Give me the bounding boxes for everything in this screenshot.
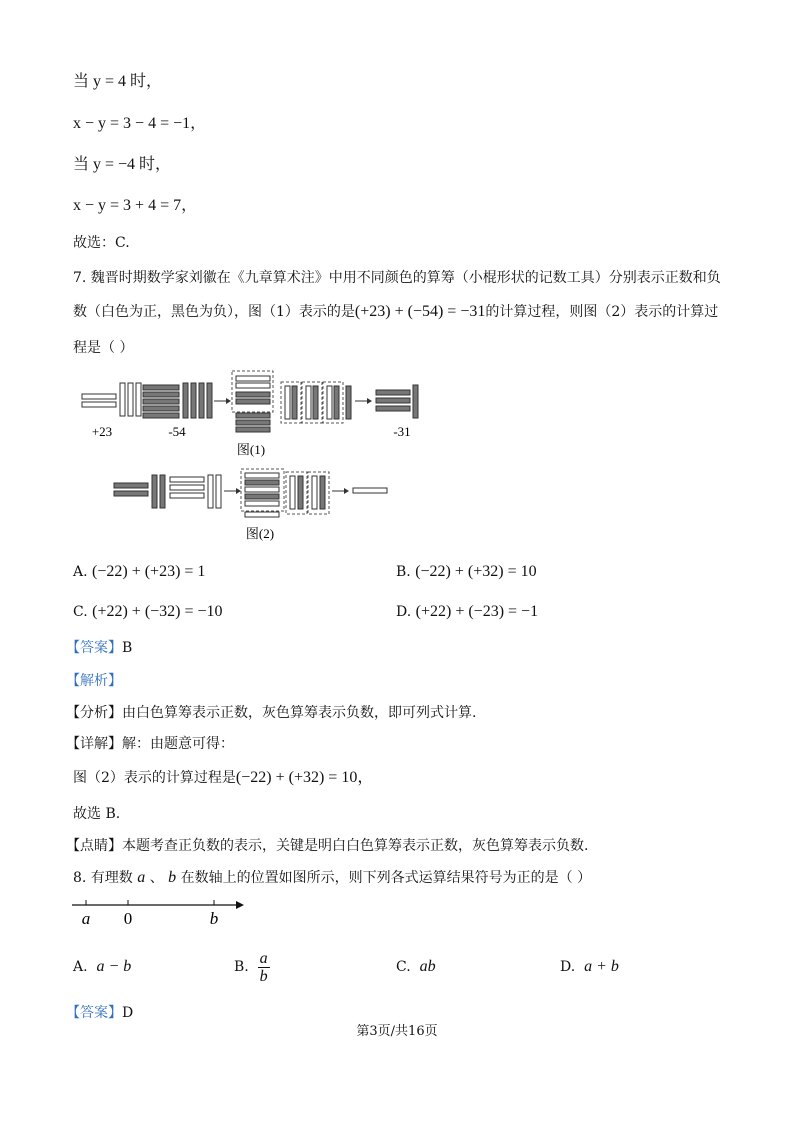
q7-option-c[interactable]: C. (+22) + (−32) = −10 — [73, 603, 223, 620]
q8-answer: 【答案】D — [66, 1005, 134, 1021]
axis-label-zero: 0 — [123, 909, 133, 928]
q7-figure1-expression: (+23) + (−54) = −31 — [354, 303, 486, 320]
q7-figure1-counting-rods — [80, 368, 420, 464]
solution-case1-expression: x − y = 3 − 4 = −1， — [73, 115, 207, 132]
axis-label-b: b — [209, 909, 219, 928]
solution-case2-condition: 当 y = −4 时， — [73, 156, 172, 173]
answer-tag: 【答案】 — [66, 640, 122, 656]
q7-option-a[interactable]: A. (−22) + (+23) = 1 — [73, 563, 206, 580]
figure1-label-minus54: -54 — [168, 424, 186, 439]
axis-label-a: a — [81, 909, 91, 928]
page-footer: 第3页/共16页 — [356, 1024, 438, 1039]
q7-detail-conclusion: 故选 B. — [73, 806, 121, 822]
solution-conclusion: 故选：C. — [73, 235, 130, 251]
figure1-label-plus23: +23 — [91, 424, 113, 439]
q8-option-c[interactable]: C. ab — [396, 958, 436, 975]
solution-case2-expression: x − y = 3 + 4 = 7， — [73, 197, 198, 214]
q7-detail: 【详解】解：由题意可得： — [66, 736, 234, 752]
q8-stem: 8. 有理数 a 、 b 在数轴上的位置如图所示，则下列各式运算结果符号为正的是（ ） — [73, 869, 592, 886]
q8-option-d[interactable]: D. a + b — [560, 958, 619, 975]
q7-stem-line3: 程是（ ） — [73, 340, 134, 356]
q7-option-b[interactable]: B. (−22) + (+32) = 10 — [396, 563, 537, 580]
q7-comment: 【点睛】本题考查正负数的表示，关键是明白白色算筹表示正数，灰色算筹表示负数. — [66, 838, 589, 854]
q7-answer: 【答案】B — [66, 640, 133, 656]
figure2-caption: 图(2) — [245, 526, 275, 541]
q7-option-d[interactable]: D. (+22) + (−23) = −1 — [396, 603, 539, 620]
q8-option-a[interactable]: A. a − b — [73, 958, 132, 975]
figure1-caption: 图(1) — [236, 442, 266, 457]
q8-number-line — [68, 894, 248, 930]
solution-case1-condition: 当 y = 4 时， — [73, 73, 163, 90]
q8-option-b[interactable]: B. $\frac{a}{b}$ — [234, 949, 268, 985]
q7-analysis-tag: 【解析】 — [66, 673, 122, 689]
figure1-label-minus31: -31 — [393, 424, 411, 439]
q7-stem-line1: 7. 魏晋时期数学家刘徽在《九章算术注》中用不同颜色的算筹（小棍形状的记数工具）分别表示正数和负 — [73, 270, 721, 286]
answer-tag: 【答案】 — [66, 1005, 122, 1021]
q7-figure2-counting-rods — [110, 466, 395, 546]
q7-detail-expression: 图（2）表示的计算过程是(−22) + (+32) = 10， — [73, 769, 374, 786]
q7-analysis-head: 【分析】由白色算筹表示正数，灰色算筹表示负数，即可列式计算. — [66, 705, 477, 721]
fraction-a-over-b: $\frac{a}{b}$ — [259, 949, 268, 985]
q7-stem-line2: 数（白色为正，黑色为负），图（1）表示的是(+23) + (−54) = −31的计算过程，则图（2）表示的计算过 — [73, 303, 719, 320]
